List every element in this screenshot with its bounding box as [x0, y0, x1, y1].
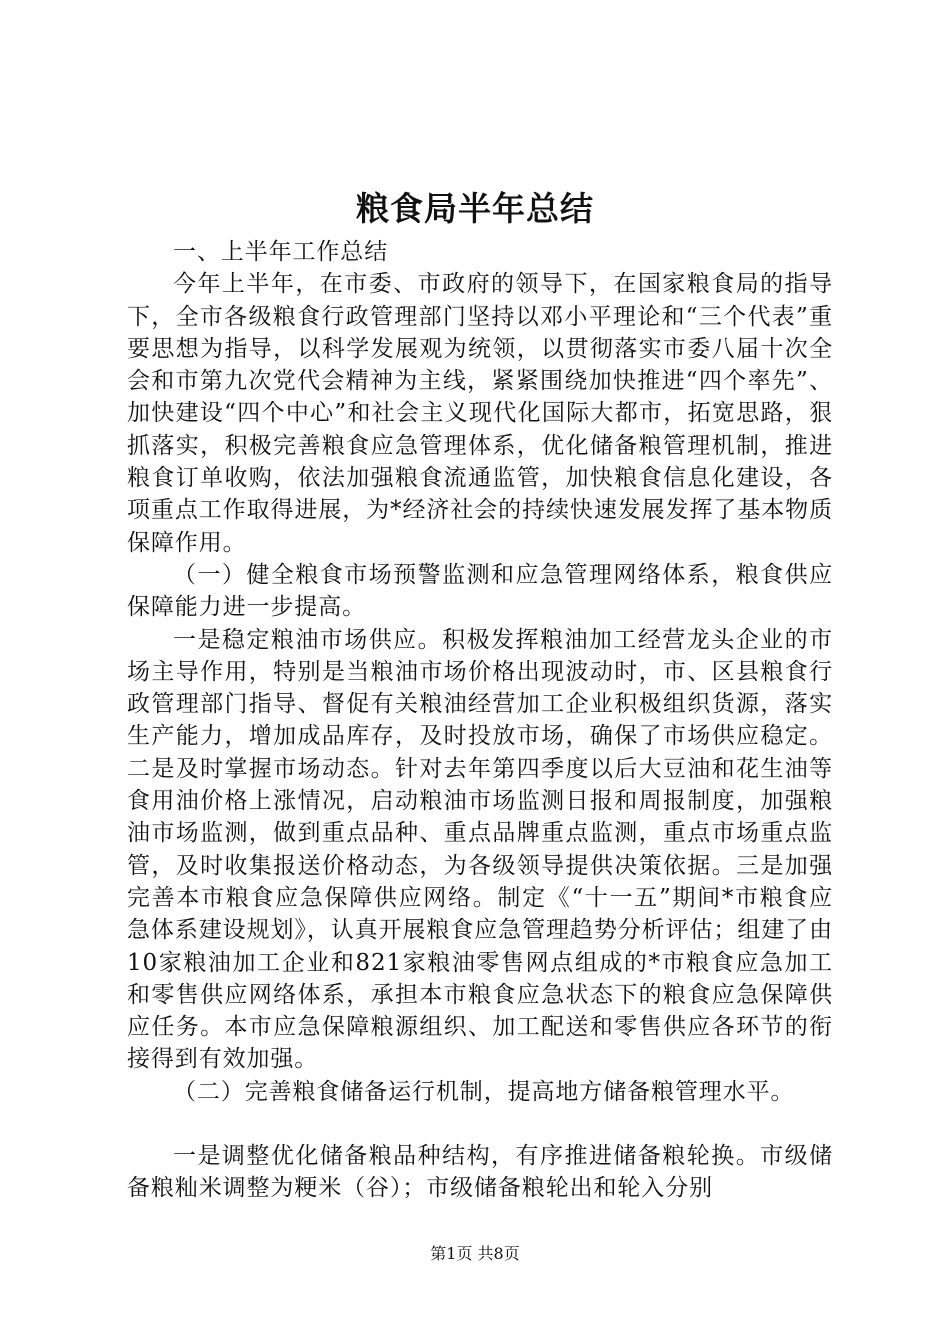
- body-paragraph-overview: 今年上半年，在市委、市政府的领导下，在国家粮食局的指导下，全市各级粮食行政管理部门坚持以邓小平理论和“三个代表”重要思想为指导，以科学发展观为统领，以贯彻落实市委八届十次全会和市第九次党代会精神为主线，紧紧围绕加快推进“四个率先”、加快建设“四个中心”和社会主义现代化国际大都市，拓宽思路，狠抓落实，积极完善粮食应急管理体系，优化储备粮管理机制，推进粮食订单收购，依法加强粮食流通监管，加快粮食信息化建设，各项重点工作取得进展，为*经济社会的持续快速发展发挥了基本物质保障作用。: [127, 271, 833, 556]
- subsection-heading-two: （二）完善粮食储备运行机制，提高地方储备粮管理水平。: [173, 1078, 795, 1105]
- subsection-heading-one: （一）健全粮食市场预警监测和应急管理网络体系，粮食供应保障能力进一步提高。: [127, 561, 833, 621]
- body-paragraph-market-supply: 一是稳定粮油市场供应。积极发挥粮油加工经营龙头企业的市场主导作用，特别是当粮油市场价格出现波动时，市、区县粮食行政管理部门指导、督促有关粮油经营加工企业积极组织货源，落实生产能力，增加成品库存，及时投放市场，确保了市场供应稳定。二是及时掌握市场动态。针对去年第四季度以后大豆油和花生油等食用油价格上涨情况，启动粮油市场监测日报和周报制度，加强粮油市场监测，做到重点品种、重点品牌重点监测，重点市场重点监管，及时收集报送价格动态，为各级领导提供决策依据。三是加强完善本市粮食应急保障供应网络。制定《“十一五”期间*市粮食应急体系建设规划》，认真开展粮食应急管理趋势分析评估；组建了由10家粮油加工企业和821家粮油零售网点组成的*市粮食应急加工和零售供应网络体系，承担本市粮食应急状态下的粮食应急保障供应任务。本市应急保障粮源组织、加工配送和零售供应各环节的衔接得到有效加强。: [127, 626, 833, 1073]
- body-paragraph-reserve-adjustment: 一是调整优化储备粮品种结构，有序推进储备粮轮换。市级储备粮籼米调整为粳米（谷）；市级储备粮轮出和轮入分别: [127, 1143, 833, 1202]
- section-heading-first-half-summary: 一、上半年工作总结: [173, 239, 389, 265]
- document-body: [127, 236, 833, 1205]
- page-footer: 第1页 共8页: [430, 1244, 520, 1263]
- document-title: 粮食局半年总结: [356, 189, 594, 228]
